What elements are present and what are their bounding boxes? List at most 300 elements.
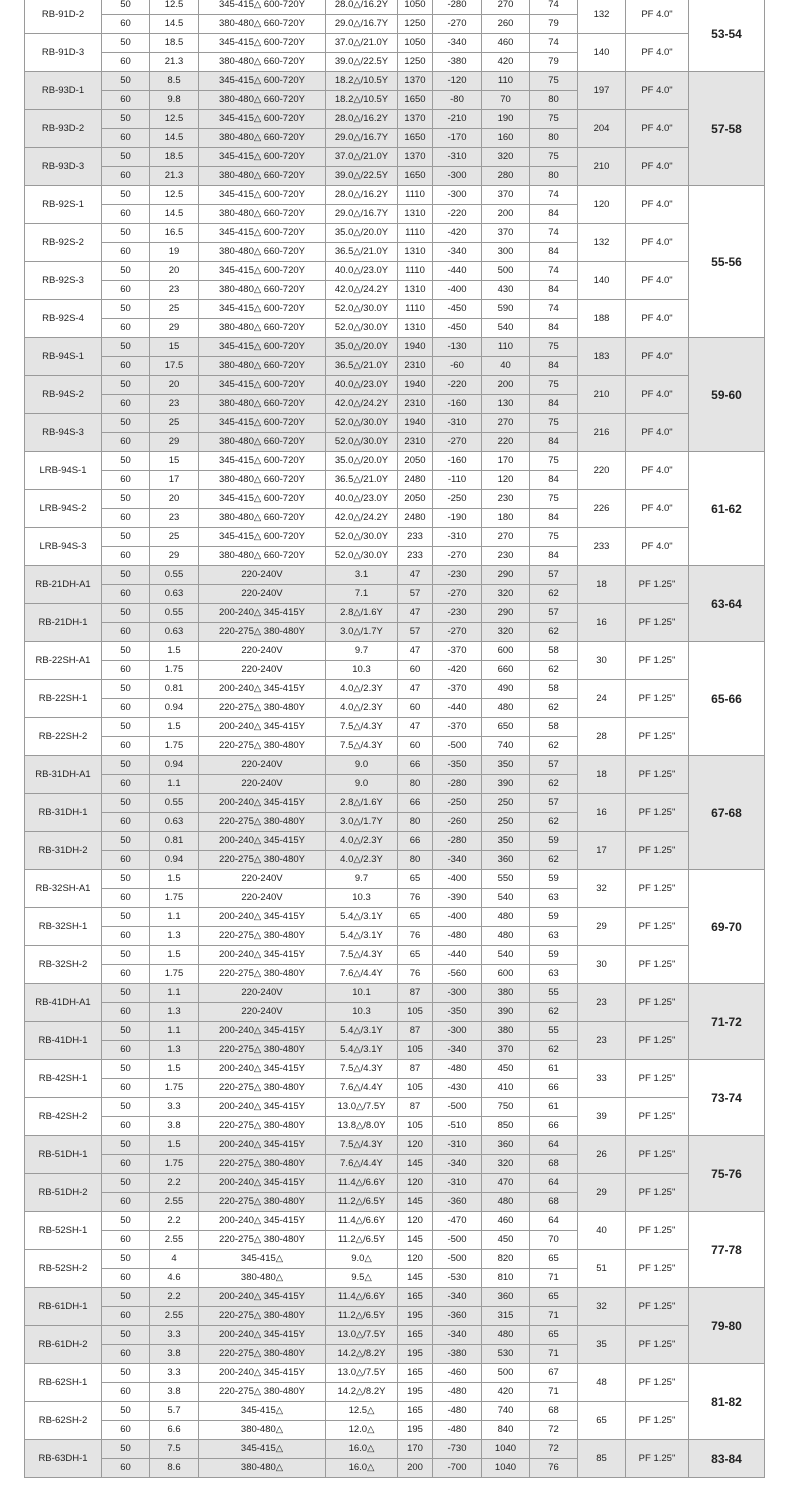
table-row <box>25 414 765 433</box>
connection-cell: PF 4.0" <box>626 34 689 72</box>
speed-cell: 1050 <box>398 34 433 53</box>
connection-cell: PF 1.25" <box>626 794 689 832</box>
current-cell: 5.4△/3.1Y <box>326 927 398 946</box>
pressure-cell: -110 <box>433 471 482 490</box>
airflow-cell: 480 <box>482 908 530 927</box>
model-name: RB-92S-2 <box>25 224 102 262</box>
catalog-page-range: 63-64 <box>689 566 765 642</box>
airflow-cell: 380 <box>482 984 530 1003</box>
noise-cell: 57 <box>530 794 578 813</box>
voltage-cell: 345-415△ 600-720Y <box>199 376 326 395</box>
table-row <box>25 224 765 243</box>
table-row <box>25 642 765 661</box>
airflow-cell: 480 <box>482 927 530 946</box>
current-cell: 36.5△/21.0Y <box>326 357 398 376</box>
frequency-cell: 60 <box>102 1041 150 1060</box>
airflow-cell: 740 <box>482 737 530 756</box>
model-name: RB-21DH-A1 <box>25 566 102 604</box>
connection-cell: PF 1.25" <box>626 984 689 1022</box>
power-cell: 5.7 <box>150 1402 199 1421</box>
voltage-cell: 220-240V <box>199 566 326 585</box>
current-cell: 39.0△/22.5Y <box>326 167 398 186</box>
current-cell: 7.5△/4.3Y <box>326 946 398 965</box>
airflow-cell: 320 <box>482 585 530 604</box>
airflow-cell: 270 <box>482 414 530 433</box>
pressure-cell: -340 <box>433 851 482 870</box>
current-cell: 37.0△/21.0Y <box>326 148 398 167</box>
connection-cell: PF 1.25" <box>626 1060 689 1098</box>
voltage-cell: 345-415△ 600-720Y <box>199 338 326 357</box>
pressure-cell: -80 <box>433 91 482 110</box>
current-cell: 3.0△/1.7Y <box>326 623 398 642</box>
noise-cell: 59 <box>530 870 578 889</box>
pressure-cell: -300 <box>433 984 482 1003</box>
voltage-cell: 380-480△ 660-720Y <box>199 319 326 338</box>
frequency-cell: 60 <box>102 851 150 870</box>
voltage-cell: 220-275△ 380-480Y <box>199 1231 326 1250</box>
voltage-cell: 200-240△ 345-415Y <box>199 1136 326 1155</box>
table-row <box>25 908 765 927</box>
frequency-cell: 50 <box>102 1250 150 1269</box>
model-name: RB-22SH-1 <box>25 680 102 718</box>
current-cell: 4.0△/2.3Y <box>326 832 398 851</box>
airflow-cell: 230 <box>482 490 530 509</box>
airflow-cell: 370 <box>482 186 530 205</box>
weight-cell: 23 <box>578 1022 626 1060</box>
noise-cell: 65 <box>530 1326 578 1345</box>
frequency-cell: 50 <box>102 908 150 927</box>
frequency-cell: 50 <box>102 34 150 53</box>
model-name: RB-31DH-1 <box>25 794 102 832</box>
speed-cell: 1110 <box>398 300 433 319</box>
pressure-cell: -400 <box>433 281 482 300</box>
pressure-cell: -450 <box>433 300 482 319</box>
pressure-cell: -300 <box>433 1022 482 1041</box>
model-name: RB-42SH-1 <box>25 1060 102 1098</box>
frequency-cell: 50 <box>102 110 150 129</box>
airflow-cell: 250 <box>482 813 530 832</box>
speed-cell: 80 <box>398 813 433 832</box>
airflow-cell: 370 <box>482 1041 530 1060</box>
connection-cell: PF 4.0" <box>626 0 689 34</box>
connection-cell: PF 1.25" <box>626 1326 689 1364</box>
connection-cell: PF 1.25" <box>626 1402 689 1440</box>
current-cell: 7.6△/4.4Y <box>326 965 398 984</box>
frequency-cell: 60 <box>102 1231 150 1250</box>
airflow-cell: 350 <box>482 756 530 775</box>
pressure-cell: -310 <box>433 1136 482 1155</box>
voltage-cell: 220-240V <box>199 642 326 661</box>
voltage-cell: 220-275△ 380-480Y <box>199 699 326 718</box>
pressure-cell: -270 <box>433 623 482 642</box>
current-cell: 7.5△/4.3Y <box>326 1060 398 1079</box>
current-cell: 52.0△/30.0Y <box>326 528 398 547</box>
noise-cell: 72 <box>530 1421 578 1440</box>
table-row <box>25 1402 765 1421</box>
frequency-cell: 60 <box>102 1155 150 1174</box>
voltage-cell: 380-480△ <box>199 1459 326 1478</box>
speed-cell: 120 <box>398 1212 433 1231</box>
speed-cell: 2050 <box>398 452 433 471</box>
connection-cell: PF 4.0" <box>626 148 689 186</box>
frequency-cell: 50 <box>102 452 150 471</box>
speed-cell: 1110 <box>398 224 433 243</box>
current-cell: 36.5△/21.0Y <box>326 243 398 262</box>
speed-cell: 87 <box>398 984 433 1003</box>
noise-cell: 61 <box>530 1060 578 1079</box>
model-name: RB-92S-4 <box>25 300 102 338</box>
current-cell: 7.1 <box>326 585 398 604</box>
model-name: RB-94S-1 <box>25 338 102 376</box>
table-row <box>25 1098 765 1117</box>
weight-cell: 216 <box>578 414 626 452</box>
power-cell: 1.75 <box>150 661 199 680</box>
noise-cell: 79 <box>530 15 578 34</box>
pressure-cell: -160 <box>433 452 482 471</box>
weight-cell: 32 <box>578 1288 626 1326</box>
noise-cell: 84 <box>530 281 578 300</box>
model-name: RB-32SH-A1 <box>25 870 102 908</box>
voltage-cell: 380-480△ 660-720Y <box>199 129 326 148</box>
power-cell: 2.55 <box>150 1307 199 1326</box>
voltage-cell: 220-240V <box>199 984 326 1003</box>
airflow-cell: 530 <box>482 1345 530 1364</box>
table-row <box>25 794 765 813</box>
pressure-cell: -350 <box>433 1003 482 1022</box>
power-cell: 3.8 <box>150 1345 199 1364</box>
noise-cell: 57 <box>530 566 578 585</box>
power-cell: 1.3 <box>150 1003 199 1022</box>
current-cell: 40.0△/23.0Y <box>326 262 398 281</box>
noise-cell: 75 <box>530 528 578 547</box>
frequency-cell: 60 <box>102 91 150 110</box>
noise-cell: 62 <box>530 585 578 604</box>
frequency-cell: 60 <box>102 281 150 300</box>
current-cell: 5.4△/3.1Y <box>326 1041 398 1060</box>
speed-cell: 165 <box>398 1326 433 1345</box>
frequency-cell: 50 <box>102 984 150 1003</box>
current-cell: 4.0△/2.3Y <box>326 699 398 718</box>
airflow-cell: 360 <box>482 851 530 870</box>
weight-cell: 204 <box>578 110 626 148</box>
connection-cell: PF 1.25" <box>626 832 689 870</box>
noise-cell: 57 <box>530 756 578 775</box>
model-name: RB-63DH-1 <box>25 1440 102 1478</box>
connection-cell: PF 4.0" <box>626 490 689 528</box>
table-row <box>25 300 765 319</box>
voltage-cell: 220-275△ 380-480Y <box>199 927 326 946</box>
power-cell: 1.5 <box>150 1136 199 1155</box>
noise-cell: 65 <box>530 1250 578 1269</box>
pressure-cell: -440 <box>433 699 482 718</box>
voltage-cell: 345-415△ 600-720Y <box>199 528 326 547</box>
speed-cell: 65 <box>398 908 433 927</box>
noise-cell: 75 <box>530 148 578 167</box>
power-cell: 1.1 <box>150 775 199 794</box>
power-cell: 29 <box>150 547 199 566</box>
power-cell: 1.5 <box>150 642 199 661</box>
frequency-cell: 60 <box>102 1345 150 1364</box>
table-row <box>25 1022 765 1041</box>
speed-cell: 1110 <box>398 186 433 205</box>
current-cell: 29.0△/16.7Y <box>326 15 398 34</box>
model-name: RB-94S-3 <box>25 414 102 452</box>
pressure-cell: -440 <box>433 946 482 965</box>
current-cell: 35.0△/20.0Y <box>326 338 398 357</box>
table-row <box>25 1250 765 1269</box>
model-name: RB-91D-3 <box>25 34 102 72</box>
airflow-cell: 360 <box>482 1136 530 1155</box>
voltage-cell: 220-240V <box>199 756 326 775</box>
current-cell: 52.0△/30.0Y <box>326 547 398 566</box>
voltage-cell: 220-275△ 380-480Y <box>199 1079 326 1098</box>
speed-cell: 87 <box>398 1060 433 1079</box>
catalog-page-range: 53-54 <box>689 0 765 72</box>
airflow-cell: 850 <box>482 1117 530 1136</box>
current-cell: 29.0△/16.7Y <box>326 129 398 148</box>
table-row <box>25 1174 765 1193</box>
pressure-cell: -430 <box>433 1079 482 1098</box>
weight-cell: 197 <box>578 72 626 110</box>
power-cell: 2.55 <box>150 1193 199 1212</box>
weight-cell: 39 <box>578 1098 626 1136</box>
current-cell: 10.3 <box>326 1003 398 1022</box>
airflow-cell: 450 <box>482 1231 530 1250</box>
connection-cell: PF 4.0" <box>626 72 689 110</box>
pressure-cell: -280 <box>433 832 482 851</box>
speed-cell: 145 <box>398 1155 433 1174</box>
catalog-page-range: 83-84 <box>689 1440 765 1478</box>
noise-cell: 80 <box>530 167 578 186</box>
voltage-cell: 380-480△ <box>199 1269 326 1288</box>
connection-cell: PF 1.25" <box>626 946 689 984</box>
pressure-cell: -560 <box>433 965 482 984</box>
current-cell: 2.8△/1.6Y <box>326 604 398 623</box>
speed-cell: 76 <box>398 889 433 908</box>
airflow-cell: 430 <box>482 281 530 300</box>
pressure-cell: -460 <box>433 1364 482 1383</box>
noise-cell: 64 <box>530 1136 578 1155</box>
speed-cell: 1050 <box>398 0 433 15</box>
noise-cell: 63 <box>530 889 578 908</box>
model-name: RB-31DH-A1 <box>25 756 102 794</box>
frequency-cell: 50 <box>102 756 150 775</box>
speed-cell: 1250 <box>398 53 433 72</box>
airflow-cell: 750 <box>482 1098 530 1117</box>
table-row <box>25 262 765 281</box>
weight-cell: 188 <box>578 300 626 338</box>
table-row <box>25 984 765 1003</box>
weight-cell: 28 <box>578 718 626 756</box>
pressure-cell: -500 <box>433 1231 482 1250</box>
airflow-cell: 600 <box>482 965 530 984</box>
voltage-cell: 220-240V <box>199 870 326 889</box>
speed-cell: 120 <box>398 1136 433 1155</box>
table-row <box>25 832 765 851</box>
speed-cell: 66 <box>398 832 433 851</box>
airflow-cell: 420 <box>482 1383 530 1402</box>
airflow-cell: 220 <box>482 433 530 452</box>
airflow-cell: 390 <box>482 775 530 794</box>
weight-cell: 30 <box>578 642 626 680</box>
airflow-cell: 380 <box>482 1022 530 1041</box>
current-cell: 9.0 <box>326 775 398 794</box>
frequency-cell: 60 <box>102 965 150 984</box>
model-name: RB-62SH-2 <box>25 1402 102 1440</box>
noise-cell: 62 <box>530 851 578 870</box>
frequency-cell: 60 <box>102 585 150 604</box>
current-cell: 18.2△/10.5Y <box>326 72 398 91</box>
airflow-cell: 480 <box>482 1326 530 1345</box>
frequency-cell: 50 <box>102 832 150 851</box>
noise-cell: 74 <box>530 300 578 319</box>
pressure-cell: -250 <box>433 794 482 813</box>
noise-cell: 59 <box>530 908 578 927</box>
pressure-cell: -310 <box>433 528 482 547</box>
frequency-cell: 60 <box>102 547 150 566</box>
current-cell: 13.0△/7.5Y <box>326 1364 398 1383</box>
catalog-page-range: 79-80 <box>689 1288 765 1364</box>
connection-cell: PF 1.25" <box>626 566 689 604</box>
frequency-cell: 50 <box>102 300 150 319</box>
airflow-cell: 540 <box>482 946 530 965</box>
model-name: RB-93D-1 <box>25 72 102 110</box>
pressure-cell: -190 <box>433 509 482 528</box>
airflow-cell: 540 <box>482 319 530 338</box>
current-cell: 7.5△/4.3Y <box>326 1136 398 1155</box>
current-cell: 11.4△/6.6Y <box>326 1288 398 1307</box>
current-cell: 9.0 <box>326 756 398 775</box>
current-cell: 12.5△ <box>326 1402 398 1421</box>
connection-cell: PF 1.25" <box>626 718 689 756</box>
frequency-cell: 50 <box>102 946 150 965</box>
speed-cell: 65 <box>398 946 433 965</box>
pressure-cell: -300 <box>433 167 482 186</box>
model-name: RB-92S-1 <box>25 186 102 224</box>
power-cell: 12.5 <box>150 186 199 205</box>
table-row <box>25 1060 765 1079</box>
frequency-cell: 60 <box>102 509 150 528</box>
noise-cell: 75 <box>530 490 578 509</box>
power-cell: 4.6 <box>150 1269 199 1288</box>
model-name: RB-91D-2 <box>25 0 102 34</box>
power-cell: 18.5 <box>150 148 199 167</box>
table-row <box>25 604 765 623</box>
airflow-cell: 470 <box>482 1174 530 1193</box>
airflow-cell: 1040 <box>482 1440 530 1459</box>
power-cell: 17.5 <box>150 357 199 376</box>
noise-cell: 84 <box>530 471 578 490</box>
speed-cell: 76 <box>398 927 433 946</box>
weight-cell: 210 <box>578 148 626 186</box>
frequency-cell: 60 <box>102 205 150 224</box>
speed-cell: 120 <box>398 1174 433 1193</box>
noise-cell: 84 <box>530 547 578 566</box>
frequency-cell: 50 <box>102 1288 150 1307</box>
catalog-page-range: 55-56 <box>689 186 765 338</box>
noise-cell: 55 <box>530 984 578 1003</box>
noise-cell: 75 <box>530 338 578 357</box>
voltage-cell: 220-240V <box>199 775 326 794</box>
power-cell: 1.75 <box>150 1079 199 1098</box>
table-row <box>25 34 765 53</box>
model-name: RB-41DH-1 <box>25 1022 102 1060</box>
table-row <box>25 110 765 129</box>
pressure-cell: -280 <box>433 0 482 15</box>
airflow-cell: 1040 <box>482 1459 530 1478</box>
power-cell: 19 <box>150 243 199 262</box>
speed-cell: 1370 <box>398 72 433 91</box>
weight-cell: 29 <box>578 908 626 946</box>
current-cell: 10.3 <box>326 889 398 908</box>
frequency-cell: 60 <box>102 53 150 72</box>
speed-cell: 200 <box>398 1459 433 1478</box>
noise-cell: 68 <box>530 1155 578 1174</box>
power-cell: 29 <box>150 319 199 338</box>
voltage-cell: 380-480△ 660-720Y <box>199 205 326 224</box>
current-cell: 7.5△/4.3Y <box>326 718 398 737</box>
speed-cell: 66 <box>398 794 433 813</box>
airflow-cell: 740 <box>482 1402 530 1421</box>
power-cell: 1.3 <box>150 1041 199 1060</box>
noise-cell: 74 <box>530 262 578 281</box>
catalog-page-range: 61-62 <box>689 452 765 566</box>
speed-cell: 87 <box>398 1098 433 1117</box>
pressure-cell: -340 <box>433 1288 482 1307</box>
model-name: RB-32SH-2 <box>25 946 102 984</box>
power-cell: 20 <box>150 262 199 281</box>
table-row <box>25 72 765 91</box>
speed-cell: 1650 <box>398 167 433 186</box>
model-name: LRB-94S-1 <box>25 452 102 490</box>
voltage-cell: 345-415△ <box>199 1250 326 1269</box>
frequency-cell: 60 <box>102 813 150 832</box>
current-cell: 52.0△/30.0Y <box>326 433 398 452</box>
pressure-cell: -440 <box>433 262 482 281</box>
current-cell: 4.0△/2.3Y <box>326 851 398 870</box>
voltage-cell: 345-415△ <box>199 1402 326 1421</box>
speed-cell: 66 <box>398 756 433 775</box>
current-cell: 7.5△/4.3Y <box>326 737 398 756</box>
speed-cell: 2310 <box>398 433 433 452</box>
noise-cell: 79 <box>530 53 578 72</box>
catalog-page-range: 73-74 <box>689 1060 765 1136</box>
noise-cell: 84 <box>530 243 578 262</box>
table-row <box>25 756 765 775</box>
voltage-cell: 220-275△ 380-480Y <box>199 965 326 984</box>
noise-cell: 57 <box>530 604 578 623</box>
power-cell: 0.94 <box>150 756 199 775</box>
speed-cell: 145 <box>398 1269 433 1288</box>
connection-cell: PF 4.0" <box>626 224 689 262</box>
noise-cell: 62 <box>530 661 578 680</box>
current-cell: 52.0△/30.0Y <box>326 300 398 319</box>
current-cell: 52.0△/30.0Y <box>326 319 398 338</box>
airflow-cell: 250 <box>482 794 530 813</box>
pressure-cell: -220 <box>433 205 482 224</box>
frequency-cell: 50 <box>102 262 150 281</box>
power-cell: 0.63 <box>150 623 199 642</box>
connection-cell: PF 1.25" <box>626 680 689 718</box>
noise-cell: 80 <box>530 129 578 148</box>
connection-cell: PF 4.0" <box>626 414 689 452</box>
voltage-cell: 345-415△ 600-720Y <box>199 224 326 243</box>
speed-cell: 1110 <box>398 262 433 281</box>
noise-cell: 67 <box>530 1364 578 1383</box>
pressure-cell: -250 <box>433 490 482 509</box>
power-cell: 25 <box>150 414 199 433</box>
voltage-cell: 200-240△ 345-415Y <box>199 946 326 965</box>
